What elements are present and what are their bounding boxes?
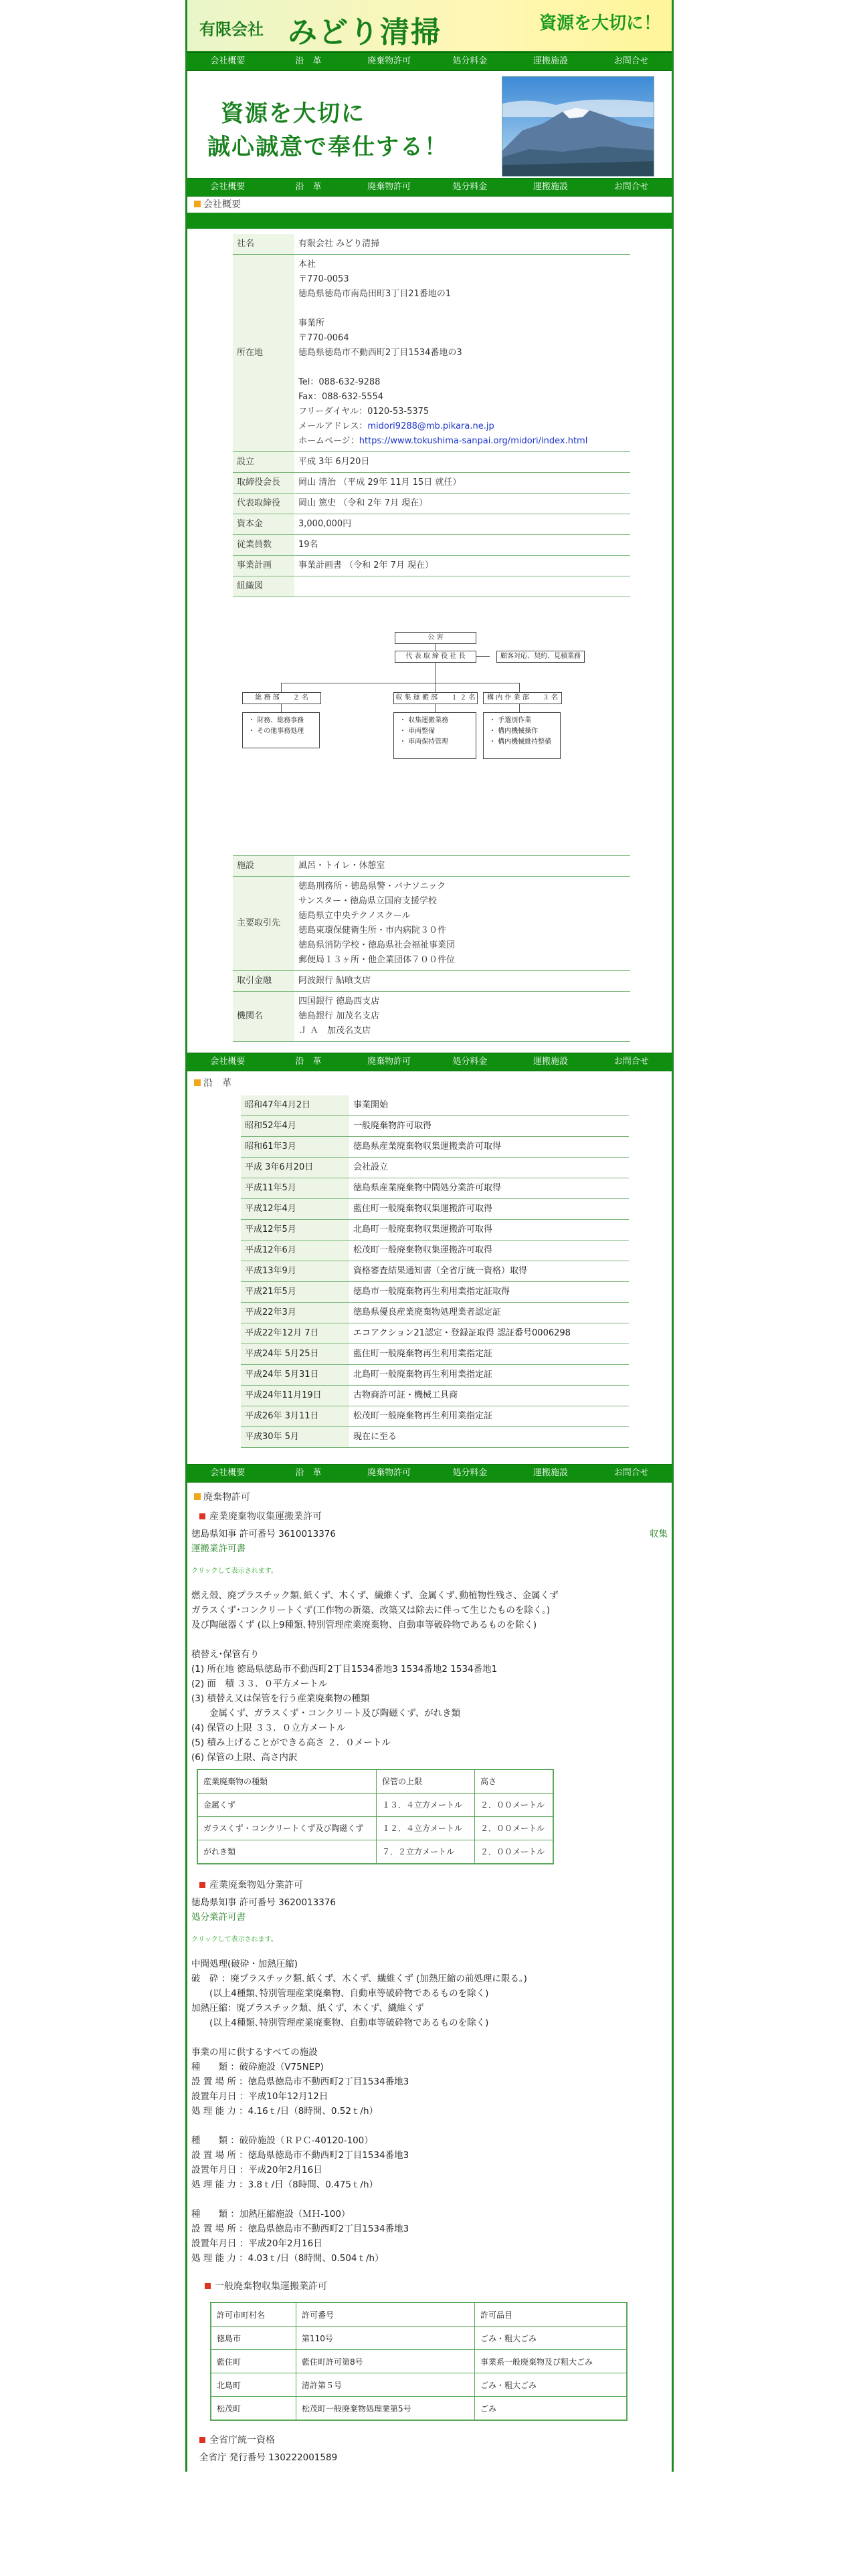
duty-line: ・ 構内機械維持整備 <box>489 738 552 746</box>
history-row <box>241 1178 629 1199</box>
permit-text-line <box>191 2119 668 2133</box>
disposal-permit <box>187 1895 672 2266</box>
client-line: 徳島刑務所・徳島県警・パナソニック <box>298 881 446 891</box>
history-date: 平成22年12月 7日 <box>241 1323 349 1344</box>
history-row <box>241 1261 629 1282</box>
table-cell: がれき類 <box>197 1840 377 1864</box>
duty-line: ・ 手選別作業 <box>489 717 532 724</box>
value-name: 有限会社 みどり清掃 <box>294 234 630 255</box>
table-cell: 許可番号 <box>296 2302 475 2327</box>
permit-text-line: (以上4種類､特別管理産業廃棄物、自動車等破砕物であるものを除く) <box>191 2018 489 2028</box>
client-line: サンスター・徳島県立国府支援学校 <box>298 896 437 906</box>
history-date: 平成 3年6月20日 <box>241 1158 349 1178</box>
permit-text-line: 処 理 能 力 ：4.16ｔ/日（8時間、0.52ｔ/h） <box>191 2106 379 2117</box>
subheading-collection: 産業廃棄物収集運搬業許可 <box>187 1505 672 1527</box>
collection-link-right[interactable]: 収集 <box>650 1529 668 1539</box>
history-event: 現在に至る <box>349 1427 629 1448</box>
table-cell: ごみ・粗大ごみ <box>475 2373 628 2397</box>
duty-line: ・ 車両保持管理 <box>399 738 449 746</box>
nav-history[interactable]: 沿 革 <box>295 56 322 66</box>
org-duties-general <box>242 712 320 748</box>
nav-history[interactable]: 沿 革 <box>295 1057 322 1067</box>
permit-text-line: (3) 積替え又は保管を行う産業廃棄物の種類 <box>191 1693 370 1704</box>
nav-contact[interactable]: お問合せ <box>613 1057 649 1067</box>
table-cell: ２．００メートル <box>475 1817 554 1840</box>
institution-line: 四国銀行 徳島西支店 <box>298 996 380 1006</box>
value-bank: 阿波銀行 鮎喰支店 <box>294 971 630 992</box>
nav-permits[interactable]: 廃棄物許可 <box>367 56 411 66</box>
row-label: 設立 <box>233 452 294 473</box>
company-row <box>233 473 630 494</box>
row-label: 代表取締役 <box>233 494 294 514</box>
permit-text-line <box>191 2192 668 2207</box>
table-row <box>197 1817 553 1840</box>
history-event: 徳島県産業廃棄物収集運搬業許可取得 <box>349 1137 629 1158</box>
history-date: 平成13年9月 <box>241 1261 349 1282</box>
row-value: 平成 3年 6月20日 <box>294 452 630 473</box>
address-line: 徳島県徳島市不動西町2丁目1534番地の3 <box>298 348 462 358</box>
nav-company[interactable]: 会社概要 <box>210 56 246 66</box>
label-name: 社名 <box>233 234 294 255</box>
row-value: 3,000,000円 <box>294 514 630 535</box>
permit-text-line: 種 類 ：破砕施設（ＲＰＣ-40120-100） <box>191 2135 373 2146</box>
nav-facilities[interactable]: 運搬施設 <box>533 1468 569 1478</box>
row-value: 岡山 篤史 （令和 2年 7月 現在） <box>294 494 630 514</box>
table-cell: 第110号 <box>296 2327 475 2350</box>
nav-bar-2 <box>187 178 672 197</box>
collection-permit <box>187 1527 672 1864</box>
subheading-unified: 全省庁統一資格 <box>187 2429 672 2450</box>
click-note: クリックして表示されます。 <box>191 1568 278 1575</box>
duty-line: ・ 構内機械操作 <box>489 728 539 735</box>
permit-text-line: 及び陶磁器くず (以上9種類､特別管理産業廃棄物、自動車等破砕物であるものを除く) <box>191 1620 537 1630</box>
table-row <box>197 1840 553 1864</box>
org-dept-general: 総 務 部 ２ 名 <box>242 692 321 704</box>
permit-text-line: (6) 保管の上限、高さ内訳 <box>191 1752 298 1763</box>
history-event: 一般廃棄物許可取得 <box>349 1116 629 1137</box>
bullet-square-icon <box>194 201 201 207</box>
row-label: 取締役会長 <box>233 473 294 494</box>
permit-text-line: ガラスくず･コンクリートくず(工作物の新築、改築又は除去に伴って生じたものを除く。) <box>191 1605 551 1616</box>
history-date: 平成30年 5月 <box>241 1427 349 1448</box>
permit-text-line: 事業の用に供するすべての施設 <box>191 2047 318 2058</box>
org-chart <box>233 597 630 856</box>
address-line: 〒770-0053 <box>298 274 349 284</box>
table-cell: ７．２立方メートル <box>377 1840 475 1864</box>
history-event: 資格審査結果通知書（全省庁統一資格）取得 <box>349 1261 629 1282</box>
nav-contact[interactable]: お問合せ <box>613 182 649 192</box>
nav-contact[interactable]: お問合せ <box>613 1468 649 1478</box>
table-cell: ごみ <box>475 2397 628 2421</box>
address-line: Tel：088-632-9288 <box>298 377 381 387</box>
history-date: 平成11年5月 <box>241 1178 349 1199</box>
history-row <box>241 1323 629 1344</box>
collection-permit-number: 徳島県知事 許可番号 3610013376 <box>191 1529 336 1539</box>
permit-text-line: 処 理 能 力 ：4.03ｔ/日（8時間、0.504ｔ/h） <box>191 2253 384 2264</box>
nav-facilities[interactable]: 運搬施設 <box>533 1057 569 1067</box>
nav-permits[interactable]: 廃棄物許可 <box>367 182 411 192</box>
permit-text-line: (4) 保管の上限 ３３．０立方メートル <box>191 1723 346 1733</box>
company-logo-text[interactable]: みどり清掃 <box>288 15 442 49</box>
table-cell: 産業廃棄物の種類 <box>197 1769 377 1794</box>
permit-text-line: 燃え殻、廃プラスチック類､紙くず、木くず、繊維くず、金属くず､動植物性残さ、金属くず <box>191 1590 559 1601</box>
history-event: 会社設立 <box>349 1158 629 1178</box>
history-row <box>241 1406 629 1427</box>
history-row <box>241 1116 629 1137</box>
permit-text-line: 破 砕 ：廃プラスチック類､紙くず、木くず、繊維くず (加熱圧縮の前処理に限る。) <box>191 1973 527 1984</box>
table-row <box>197 1794 553 1817</box>
history-event: 北島町一般廃棄物再生利用業指定証 <box>349 1365 629 1386</box>
company-table-2 <box>233 856 630 1042</box>
permit-text-line: 金属くず、ガラスくず・コンクリート及び陶磁くず、がれき類 <box>191 1708 461 1719</box>
history-row <box>241 1199 629 1220</box>
bullet-square-icon <box>194 1079 201 1086</box>
table-cell: 高さ <box>475 1769 554 1794</box>
label-clients: 主要取引先 <box>233 877 294 971</box>
table-cell: 松茂町 <box>211 2397 296 2421</box>
permit-text-line: 積替え･保管有り <box>191 1649 260 1660</box>
nav-fees[interactable]: 処分料金 <box>452 1057 488 1067</box>
red-square-icon <box>199 2437 205 2443</box>
table-cell: 北島町 <box>211 2373 296 2397</box>
table-header-row <box>197 1769 553 1794</box>
general-permit-table <box>210 2302 628 2421</box>
table-row <box>211 2327 627 2350</box>
client-line: 徳島東環保健衛生所・市内病院３０件 <box>298 926 447 936</box>
table-cell: ２．００メートル <box>475 1794 554 1817</box>
history-event: エコアクション21認定・登録証取得 認証番号0006298 <box>349 1323 629 1344</box>
history-event: 事業開始 <box>349 1095 629 1116</box>
history-date: 昭和47年4月2日 <box>241 1095 349 1116</box>
history-date: 平成24年11月19日 <box>241 1386 349 1406</box>
history-event: 藍住町一般廃棄物再生利用業指定証 <box>349 1344 629 1365</box>
history-row <box>241 1303 629 1323</box>
permit-text-line: 設 置 場 所 ：徳島県徳島市不動西町2丁目1534番地3 <box>191 2224 409 2234</box>
address-line <box>298 360 626 375</box>
hero-banner <box>187 71 672 178</box>
nav-fees[interactable]: 処分料金 <box>452 56 488 66</box>
table-header-row <box>211 2302 627 2327</box>
permit-text-line: (2) 面 積 ３３．０平方メートル <box>191 1679 328 1689</box>
org-representative: 代 表 取 締 役 社 長 <box>395 651 476 663</box>
table-cell: ２．００メートル <box>475 1840 554 1864</box>
address-line: 事業所 <box>298 318 325 328</box>
subheading-disposal: 産業廃棄物処分業許可 <box>187 1874 672 1895</box>
nav-facilities[interactable]: 運搬施設 <box>533 182 569 192</box>
permit-text-line: 設置年月日 ：平成20年2月16日 <box>191 2238 322 2249</box>
history-row <box>241 1158 629 1178</box>
address-line: Fax：088-632-5554 <box>298 392 384 402</box>
hero-line-2: 誠心誠意で奉仕する！ <box>207 134 448 160</box>
permit-text-line: 処 理 能 力 ：3.8ｔ/日（8時間、0.475ｔ/h） <box>191 2179 379 2190</box>
permit-text-line: 設置年月日 ：平成10年12月12日 <box>191 2091 328 2102</box>
table-cell: 許可品目 <box>475 2302 628 2327</box>
history-row <box>241 1344 629 1365</box>
value-address: 本社 〒770-0053 徳島県徳島市南島田町3丁目21番地の1 事業所 〒770-0064 徳島県徳島市不動西町2丁目1534番地の3 Tel：088-632-9288 Fax：088-632-5554 フリーダイヤル：0120-53-5375 メールアドレス：midori9288@mb.pikara.ne.jp ホームページ：https://www.tokushima-sanpai.org/midori/index.html <box>294 255 630 452</box>
table-cell: 徳島市 <box>211 2327 296 2350</box>
history-row <box>241 1241 629 1261</box>
address-line: フリーダイヤル：0120-53-5375 <box>298 407 430 417</box>
green-band <box>187 213 672 229</box>
nav-permits[interactable]: 廃棄物許可 <box>367 1468 411 1478</box>
permit-text-line: 種 類 ：破砕施設（V75NEP) <box>191 2062 324 2072</box>
table-row <box>211 2350 627 2373</box>
click-note: クリックして表示されます。 <box>191 1936 278 1943</box>
table-cell: 藍住町許可第8号 <box>296 2350 475 2373</box>
permit-text-line: 設 置 場 所 ：徳島県徳島市不動西町2丁目1534番地3 <box>191 2076 409 2087</box>
disposal-permit-number: 徳島県知事 許可番号 3620013376 <box>191 1897 336 1908</box>
duty-line: ・ 財務、総務事務 <box>248 717 304 724</box>
nav-history[interactable]: 沿 革 <box>295 1468 322 1478</box>
history-row <box>241 1365 629 1386</box>
history-row <box>241 1137 629 1158</box>
address-line: 徳島県徳島市南島田町3丁目21番地の1 <box>298 289 452 299</box>
site-header <box>187 0 672 52</box>
table-cell: 金属くず <box>197 1794 377 1817</box>
label-facility: 施設 <box>233 856 294 877</box>
history-event: 松茂町一般廃棄物収集運搬許可取得 <box>349 1241 629 1261</box>
history-date: 昭和52年4月 <box>241 1116 349 1137</box>
permit-text-line: 種 類 ：加熱圧縮施設（ＭＨ-100） <box>191 2209 351 2220</box>
subheading-general: 一般廃棄物収集運搬業許可 <box>187 2275 672 2296</box>
client-line: 徳島県立中央テクノスクール <box>298 911 411 921</box>
permit-text-line <box>191 2030 668 2045</box>
history-row <box>241 1386 629 1406</box>
permit-text-line: 設置年月日 ：平成20年2月16日 <box>191 2165 322 2175</box>
row-label: 資本金 <box>233 514 294 535</box>
address-line: 〒770-0064 <box>298 333 349 343</box>
history-date: 平成12年5月 <box>241 1220 349 1241</box>
table-cell: ガラスくず・コンクリートくず及び陶磁くず <box>197 1817 377 1840</box>
history-date: 平成24年 5月25日 <box>241 1344 349 1365</box>
history-date: 平成22年3月 <box>241 1303 349 1323</box>
permit-text-line: (5) 積み上げることができる高さ ２．０メートル <box>191 1737 391 1748</box>
section-heading-permits: 廃棄物許可 <box>187 1489 672 1505</box>
nav-company[interactable]: 会社概要 <box>210 1057 246 1067</box>
table-cell: 松茂町一般廃棄物処理業第5号 <box>296 2397 475 2421</box>
page <box>185 0 674 2472</box>
history-event: 徳島市一般廃棄物再生利用業指定証取得 <box>349 1282 629 1303</box>
homepage-link[interactable]: https://www.tokushima-sanpai.org/midori/index.html <box>359 436 588 446</box>
nav-facilities[interactable]: 運搬施設 <box>533 56 569 66</box>
client-line: 郵便局１３ヶ所・他企業団体７００件位 <box>298 955 456 965</box>
permit-text-line: 設 置 場 所 ：徳島県徳島市不動西町2丁目1534番地3 <box>191 2150 409 2161</box>
row-value: 岡山 清治 （平成 29年 11月 15日 就任） <box>294 473 630 494</box>
table-cell: 清許第５号 <box>296 2373 475 2397</box>
history-row <box>241 1095 629 1116</box>
history-row <box>241 1282 629 1303</box>
plan-link[interactable]: 事業計画書 （令和 2年 7月 現在） <box>294 556 630 576</box>
history-date: 昭和61年3月 <box>241 1137 349 1158</box>
mail-link[interactable]: midori9288@mb.pikara.ne.jp <box>367 421 494 431</box>
table-cell: ごみ・粗大ごみ <box>475 2327 628 2350</box>
table-row <box>211 2373 627 2397</box>
history-event: 古物商許可証・機械工具商 <box>349 1386 629 1406</box>
history-event: 徳島県産業廃棄物中間処分業許可取得 <box>349 1178 629 1199</box>
red-square-icon <box>199 1513 205 1519</box>
nav-history[interactable]: 沿 革 <box>295 182 322 192</box>
table-cell: 保管の上限 <box>377 1769 475 1794</box>
nav-bar-3 <box>187 1053 672 1071</box>
red-square-icon <box>205 2283 211 2289</box>
history-event: 徳島県優良産業廃棄物処理業者認定証 <box>349 1303 629 1323</box>
table-cell: 藍住町 <box>211 2350 296 2373</box>
permit-text-line: (以上4種類､特別管理産業廃棄物、自動車等破砕物であるものを除く) <box>191 1988 489 1999</box>
table-cell: 許可市町村名 <box>211 2302 296 2327</box>
value-institutions <box>294 992 630 1042</box>
collection-permit-link[interactable]: 運搬業許可書 <box>191 1543 246 1554</box>
label-bank: 取引金融 <box>233 971 294 992</box>
nav-fees[interactable]: 処分料金 <box>452 182 488 192</box>
mountain-photo <box>502 76 654 177</box>
nav-company[interactable]: 会社概要 <box>210 1468 246 1478</box>
history-row <box>241 1427 629 1448</box>
nav-bar-4 <box>187 1464 672 1483</box>
label-institutions: 機関名 <box>233 992 294 1042</box>
org-dept-onsite: 構 内 作 業 部 ３ 名 <box>483 692 562 704</box>
storage-table <box>197 1769 554 1864</box>
history-date: 平成12年6月 <box>241 1241 349 1261</box>
label-address: 所在地 <box>233 255 294 452</box>
section-heading-company: 会社概要 <box>187 197 672 213</box>
table-cell: 事業系一般廃棄物及び粗大ごみ <box>475 2350 628 2373</box>
bullet-square-icon <box>194 1493 201 1500</box>
company-row <box>233 535 630 556</box>
nav-company[interactable]: 会社概要 <box>210 182 246 192</box>
section-heading-history: 沿 革 <box>187 1075 672 1091</box>
nav-fees[interactable]: 処分料金 <box>452 1468 488 1478</box>
history-table <box>241 1095 629 1448</box>
table-cell: １３．４立方メートル <box>377 1794 475 1817</box>
org-dept-collection: 収 集 運 搬 部 １ ２ 名 <box>393 692 478 704</box>
header-slogan: 資源を大切に！ <box>539 13 661 33</box>
history-date: 平成12年4月 <box>241 1199 349 1220</box>
row-value: 19名 <box>294 535 630 556</box>
org-top: 公 害 <box>395 632 476 644</box>
top-nav <box>187 52 672 71</box>
label-org: 組織図 <box>233 576 294 597</box>
client-line: 徳島県消防学校・徳島県社会福祉事業団 <box>298 940 456 950</box>
history-date: 平成26年 3月11日 <box>241 1406 349 1427</box>
nav-contact[interactable]: お問合せ <box>613 56 649 66</box>
duty-line: ・ 車両整備 <box>399 728 436 735</box>
nav-permits[interactable]: 廃棄物許可 <box>367 1057 411 1067</box>
institution-line: 徳島銀行 加茂名支店 <box>298 1011 380 1021</box>
org-side: 顧客対応、契約、見積業務 <box>496 651 585 663</box>
red-square-icon <box>199 1882 205 1888</box>
address-line: 本社 <box>298 259 316 270</box>
company-row <box>233 452 630 473</box>
history-date: 平成24年 5月31日 <box>241 1365 349 1386</box>
duty-line: ・ その他事務処理 <box>248 728 304 735</box>
table-cell: １２．４立方メートル <box>377 1817 475 1840</box>
row-label: 従業員数 <box>233 535 294 556</box>
company-row <box>233 514 630 535</box>
permit-text-line <box>191 1632 668 1647</box>
history-event: 松茂町一般廃棄物再生利用業指定証 <box>349 1406 629 1427</box>
company-row <box>233 494 630 514</box>
duty-line: ・ 収集運搬業務 <box>399 717 449 724</box>
org-duties-onsite <box>483 712 561 759</box>
org-duties-collection <box>393 712 476 759</box>
history-row <box>241 1220 629 1241</box>
label-plan: 事業計画 <box>233 556 294 576</box>
value-facility: 風呂・トイレ・休憩室 <box>294 856 630 877</box>
disposal-permit-link[interactable]: 処分業許可書 <box>191 1912 246 1923</box>
history-event: 藍住町一般廃棄物収集運搬許可取得 <box>349 1199 629 1220</box>
history-event: 北島町一般廃棄物収集運搬許可取得 <box>349 1220 629 1241</box>
table-row <box>211 2397 627 2421</box>
permit-text-line: 中間処理(破砕・加熱圧縮) <box>191 1959 298 1969</box>
unified-qualification: 全省庁 発行番号 130222001589 <box>199 2452 338 2463</box>
company-prefix: 有限会社 <box>199 20 264 39</box>
permit-text-line: (1) 所在地 徳島県徳島市不動西町2丁目1534番地3 1534番地2 1534番地1 <box>191 1664 498 1675</box>
address-line <box>298 302 626 316</box>
institution-line: Ｊ Ａ 加茂名支店 <box>298 1026 371 1036</box>
history-date: 平成21年5月 <box>241 1282 349 1303</box>
permit-text-line: 加熱圧縮：廃プラスチック類、紙くず、木くず、繊維くず <box>191 2003 424 2014</box>
value-clients <box>294 877 630 971</box>
hero-line-1: 資源を大切に <box>221 100 365 127</box>
company-table <box>233 234 630 597</box>
